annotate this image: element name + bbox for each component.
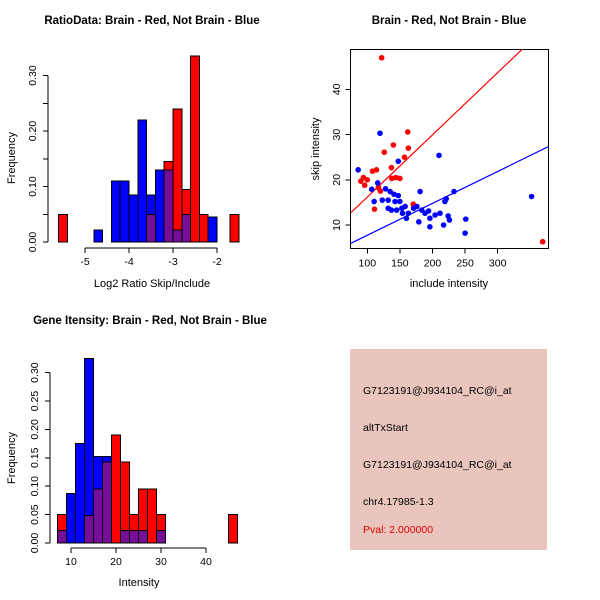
x-tick-label: -3 (168, 256, 178, 268)
scatter-point-blue (417, 189, 423, 195)
x-tick-label: 40 (200, 556, 212, 568)
scatter-point-blue (426, 208, 432, 214)
intensity-scatter-chart (300, 0, 600, 300)
hist-bar-overlap (164, 170, 173, 242)
scatter-point-blue (394, 207, 400, 213)
scatter-point-blue (406, 210, 412, 216)
scatter-point-blue (395, 193, 401, 199)
scatter-point-blue (375, 180, 381, 186)
hist-bar-red (112, 435, 121, 543)
scatter-point-blue (416, 219, 422, 225)
scatter-point-red (362, 182, 368, 188)
scatter-point-blue (369, 186, 375, 192)
scatter-point-blue (379, 197, 385, 203)
scatter-point-blue (436, 153, 442, 159)
scatter-point-red (378, 188, 384, 194)
hist-bar-overlap (94, 489, 103, 543)
hist-bar-red (229, 515, 238, 543)
panel-ratio-histogram (0, 0, 300, 300)
y-tick-label: 0.00 (27, 231, 39, 253)
chart-title: Brain - Red, Not Brain - Blue (371, 15, 527, 27)
scatter-point-red (381, 149, 387, 155)
scatter-point-red (379, 55, 385, 61)
chart-title: Gene Itensity: Brain - Red, Not Brain - Blue (33, 315, 267, 327)
scatter-point-blue (377, 130, 383, 136)
hist-bar-overlap (121, 531, 130, 543)
hist-bar-red (59, 214, 68, 242)
y-tick-label: 0.15 (29, 447, 41, 469)
scatter-point-red (540, 239, 546, 245)
x-tick-label: -5 (80, 256, 90, 268)
y-tick-label: 20 (331, 173, 343, 186)
hist-bar-overlap (58, 531, 67, 543)
y-tick-label: 0.20 (27, 120, 39, 142)
gene-intensity-histogram-chart (0, 300, 300, 600)
pval-text: Pval: 2.000000 (363, 524, 434, 536)
panel-info (300, 300, 600, 600)
x-tick-label: -4 (124, 256, 134, 268)
scatter-point-red (406, 145, 412, 151)
hist-bar-overlap (103, 462, 112, 543)
scatter-point-red (372, 206, 378, 212)
hist-bar-overlap (147, 214, 156, 242)
hist-bar-overlap (173, 230, 182, 242)
hist-bar-overlap (182, 214, 191, 242)
hist-bar-blue (67, 494, 76, 543)
scatter-point-blue (355, 167, 361, 173)
scatter-point-red (391, 142, 397, 148)
y-axis-label: Frequency (6, 432, 18, 484)
y-axis-label: Frequency (6, 132, 18, 184)
x-tick-label: 250 (456, 257, 474, 270)
x-axis-label: Log2 Ratio Skip/Include (93, 278, 211, 290)
scatter-point-blue (447, 217, 453, 223)
scatter-point-blue (451, 189, 457, 195)
hist-bar-blue (129, 195, 138, 242)
scatter-point-blue (395, 158, 401, 164)
scatter-point-red (405, 129, 411, 135)
event-type-text: altTxStart (363, 422, 408, 434)
y-tick-label: 30 (331, 128, 343, 141)
y-tick-label: 40 (331, 83, 343, 96)
panel-intensity-scatter (300, 0, 600, 300)
scatter-point-blue (404, 215, 410, 221)
scatter-point-red (402, 154, 408, 160)
x-tick-label: 10 (65, 556, 77, 568)
x-tick-label: 20 (110, 556, 122, 568)
chart-title: RatioData: Brain - Red, Not Brain - Blue (44, 15, 260, 27)
x-tick-label: 100 (358, 257, 377, 270)
probe-id2-text: G7123191@J934104_RC@i_at (363, 459, 512, 471)
scatter-point-blue (371, 199, 377, 205)
x-axis-label: include intensity (409, 278, 489, 290)
hist-bar-overlap (139, 531, 148, 543)
scatter-point-blue (529, 194, 535, 200)
regression-line-blue (350, 146, 550, 244)
panel-gene-intensity-histogram (0, 300, 300, 600)
hist-bar-blue (138, 120, 147, 242)
x-tick-label: 30 (155, 556, 167, 568)
scatter-point-red (374, 167, 380, 173)
probe-id-text: G7123191@J934104_RC@i_at (363, 385, 512, 397)
scatter-point-blue (432, 212, 438, 218)
y-tick-label: 0.00 (29, 532, 41, 554)
scatter-point-blue (392, 199, 398, 205)
hist-bar-overlap (85, 516, 94, 543)
y-tick-label: 0.30 (29, 362, 41, 383)
x-tick-label: 200 (423, 257, 442, 270)
location-text: chr4.17985-1.3 (363, 496, 434, 508)
y-tick-label: 0.25 (29, 390, 41, 412)
scatter-point-red (365, 177, 371, 183)
y-tick-label: 0.05 (29, 504, 41, 525)
scatter-point-blue (414, 204, 420, 210)
scatter-point-blue (397, 199, 403, 205)
scatter-point-blue (441, 222, 447, 228)
scatter-point-blue (385, 197, 391, 203)
scatter-point-blue (427, 215, 433, 221)
hist-bar-blue (120, 181, 129, 242)
x-tick-label: -2 (212, 256, 222, 268)
scatter-point-blue (437, 210, 443, 216)
y-axis-label: skip intensity (310, 117, 322, 181)
scatter-point-red (389, 165, 395, 171)
scatter-point-blue (402, 204, 408, 210)
y-tick-label: 0.30 (27, 65, 39, 86)
hist-bar-red (191, 56, 200, 242)
y-tick-label: 0.20 (29, 419, 41, 440)
info-box (350, 349, 547, 550)
y-tick-label: 10 (331, 219, 343, 231)
scatter-point-blue (400, 210, 406, 216)
scatter-point-blue (463, 216, 469, 222)
hist-bar-blue (208, 217, 217, 242)
scatter-point-blue (462, 230, 468, 236)
hist-bar-overlap (157, 531, 166, 543)
x-tick-label: 150 (391, 257, 409, 270)
hist-bar-blue (94, 230, 103, 242)
hist-bar-overlap (130, 531, 139, 543)
hist-bar-blue (111, 181, 120, 242)
ratio-histogram-chart (0, 0, 300, 300)
hist-bar-red (148, 489, 157, 543)
hist-bar-red (199, 214, 208, 242)
y-tick-label: 0.10 (27, 176, 39, 197)
x-axis-label: Intensity (118, 577, 160, 589)
scatter-point-red (358, 178, 364, 184)
x-tick-label: 300 (488, 257, 507, 270)
scatter-point-blue (389, 207, 395, 213)
scatter-point-blue (427, 224, 433, 230)
hist-bar-red (173, 109, 182, 242)
hist-bar-blue (76, 444, 85, 543)
scatter-point-red (397, 176, 403, 182)
hist-bar-blue (155, 170, 164, 242)
scatter-point-blue (443, 196, 449, 202)
hist-bar-red (230, 214, 239, 242)
y-tick-label: 0.10 (29, 475, 41, 497)
